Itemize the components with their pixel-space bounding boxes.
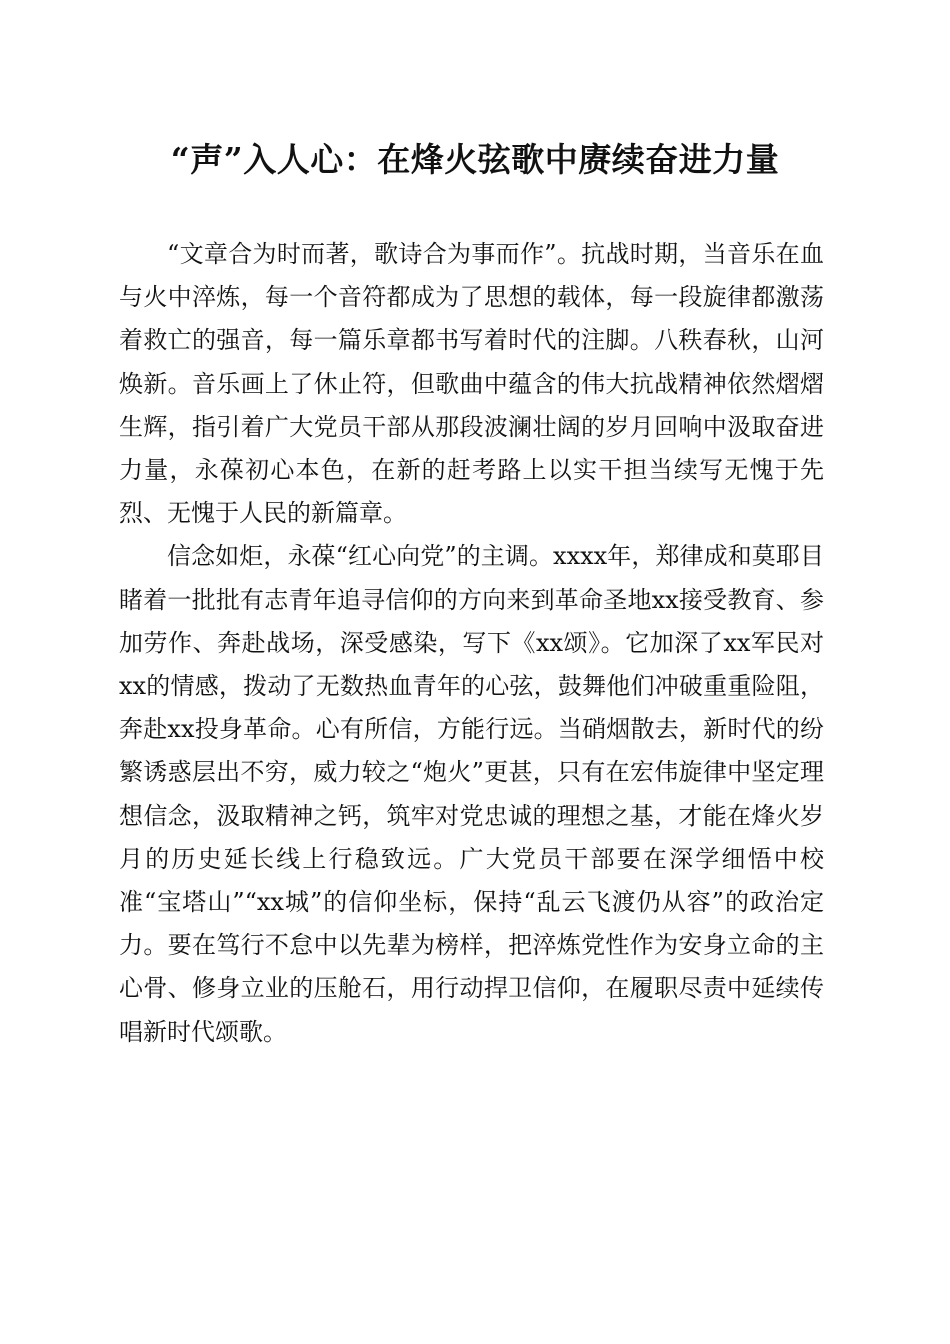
document-title: “声”入人心：在烽火弦歌中赓续奋进力量	[170, 140, 780, 179]
paragraph-2: 信念如炬，永葆“红心向党”的主调。xxxx年，郑律成和莫耶目睹着一批批有志青年追寻信仰的方向来到革命圣地xx接受教育、参加劳作、奔赴战场，深受感染，写下《xx颂》。它加深了xx军民对xx的情感，拨动了无数热血青年的心弦，鼓舞他们冲破重重险阻，奔赴xx投身革命。心有所信，方能行远。当硝烟散去，新时代的纷繁诱惑层出不穷，威力较之“炮火”更甚，只有在宏伟旋律中坚定理想信念，汲取精神之钙，筑牢对党忠诚的理想之基，才能在烽火岁月的历史延长线上行稳致远。广大党员干部要在深学细悟中校准“宝塔山”“xx城”的信仰坐标，保持“乱云飞渡仍从容”的政治定力。要在笃行不怠中以先辈为榜样，把淬炼党性作为安身立命的主心骨、修身立业的压舱石，用行动捍卫信仰，在履职尽责中延续传唱新时代颂歌。	[119, 542, 824, 1046]
paragraph-1: “文章合为时而著，歌诗合为事而作”。抗战时期，当音乐在血与火中淬炼，每一个音符都成为了思想的载体，每一段旋律都激荡着救亡的强音，每一篇乐章都书写着时代的注脚。八秩春秋，山河焕新。音乐画上了休止符，但歌曲中蕴含的伟大抗战精神依然熠熠生辉，指引着广大党员干部从那段波澜壮阔的岁月回响中汲取奋进力量，永葆初心本色，在新的赶考路上以实干担当续写无愧于先烈、无愧于人民的新篇章。	[119, 240, 824, 528]
document-body	[119, 233, 824, 1054]
